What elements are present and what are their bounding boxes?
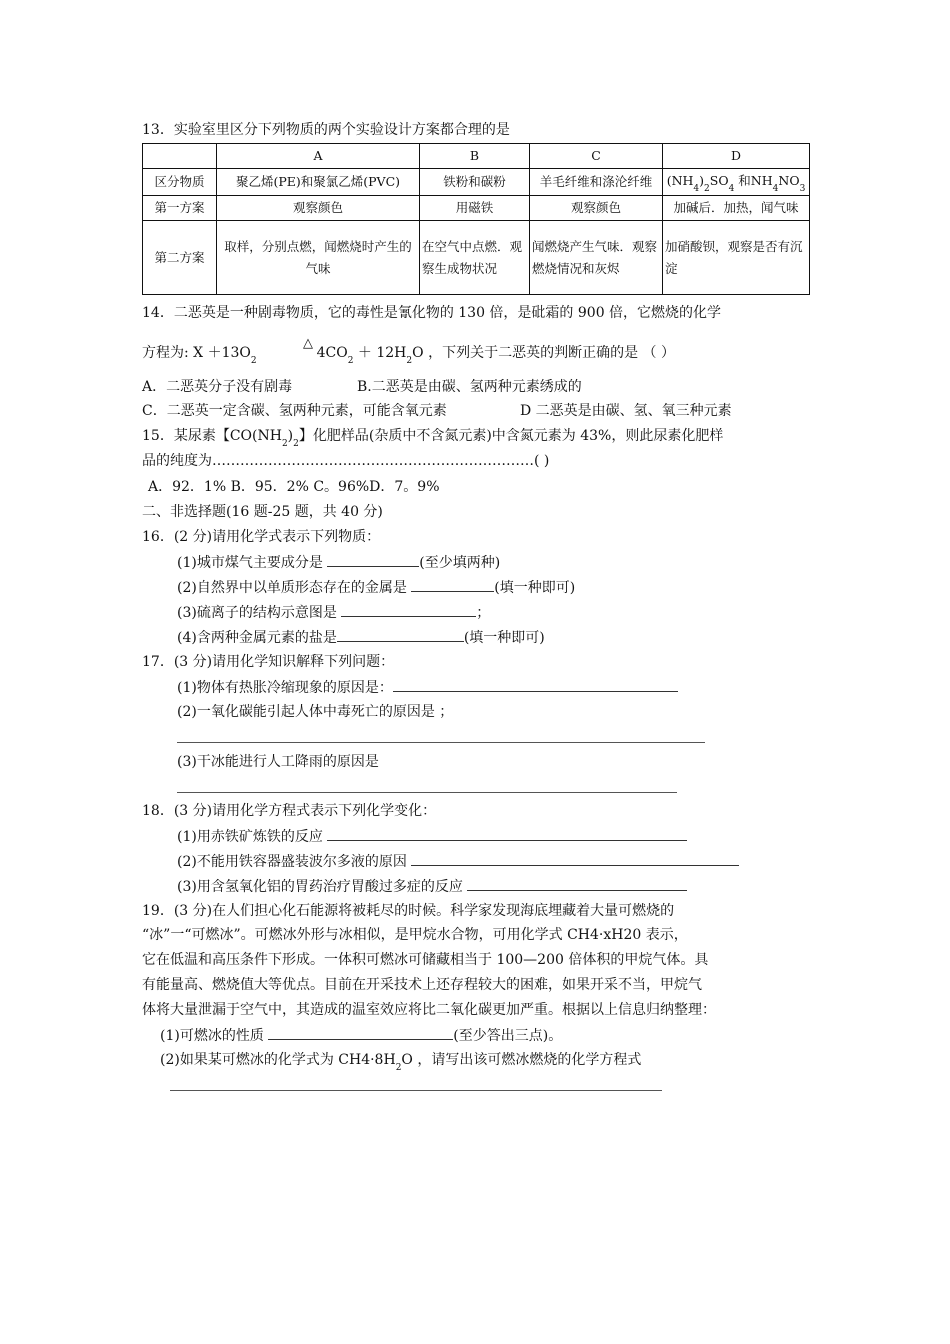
q18-title: 18．(3 分)请用化学方程式表示下列化学变化： [142, 803, 437, 819]
q15-line1: 15．某尿素【$CO(NH_2)_2$】化肥样品(杂质中不含氮元素)中含氮元素为 43%，则此尿素化肥样 [142, 428, 724, 449]
q17-item-1: (1)物体有热胀冷缩现象的原因是： [177, 677, 678, 698]
q16-item-4: (4)含两种金属元素的盐是 (填一种即可) [177, 627, 545, 648]
table-cell: 观察颜色 [530, 196, 663, 221]
answer-line[interactable] [177, 792, 677, 793]
table-cell: 在空气中点燃．观察生成物状况 [420, 221, 530, 295]
q14-equation: 方程为: $X +13O_2$ $4CO_2 + 12H_2O$ ，下列关于二恶英的判断正确的是 （ ） [142, 345, 675, 366]
answer-blank[interactable] [327, 552, 419, 567]
answer-blank[interactable] [268, 1025, 453, 1040]
table-cell: $(NH_4)_2SO_4$ 和$NH_4NO_3$ [663, 169, 810, 196]
heat-triangle: △ [303, 336, 313, 351]
q13-title: 13．实验室里区分下列物质的两个实验设计方案都合理的是 [142, 122, 510, 138]
q19-item-2: (2)如果某可燃冰的化学式为 $CH4\cdot 8H_2O$ ，请写出该可燃冰燃烧的化学方程式 [160, 1052, 642, 1073]
answer-line[interactable] [170, 1090, 662, 1091]
answer-blank[interactable] [411, 851, 739, 866]
q16-title: 16．(2 分)请用化学式表示下列物质： [142, 529, 381, 545]
table-cell: 区分物质 [143, 169, 217, 196]
q14-option-a: A．二恶英分子没有剧毒 [142, 379, 293, 395]
q14-option-b: B.二恶英是由碳、氢两种元素绣成的 [357, 379, 582, 395]
table-cell: 加硝酸钡，观察是否有沉淀 [663, 221, 810, 295]
q15-line2: 品的纯度为……………………………………………………………( ) [142, 453, 550, 469]
q19-line-1: 19．(3 分)在人们担心化石能源将被耗尽的时候。科学家发现海底埋藏着大量可燃烧的 [142, 903, 675, 919]
table-row [143, 169, 810, 196]
table-cell: 聚乙烯(PE)和聚氯乙烯(PVC) [217, 169, 420, 196]
header-cell: D [663, 144, 810, 169]
answer-blank[interactable] [467, 876, 687, 891]
q18-item-3: (3)用含氢氧化铝的胃药治疗胃酸过多症的反应 [177, 876, 687, 897]
table-cell: 加碱后．加热，闻气味 [663, 196, 810, 221]
q14-line1: 14．二恶英是一种剧毒物质，它的毒性是氰化物的 130 倍，是砒霜的 900 倍，它燃烧的化学 [142, 305, 722, 321]
table-cell: 闻燃烧产生气味．观察燃烧情况和灰烬 [530, 221, 663, 295]
answer-blank[interactable] [327, 826, 687, 841]
section-heading: 二、非选择题(16 题-25 题，共 40 分) [142, 504, 383, 520]
q16-item-3: (3)硫离子的结构示意图是 ； [177, 602, 490, 623]
q19-line-5: 体将大量泄漏于空气中，其造成的温室效应将比二氧化碳更加严重。根据以上信息归纳整理： [142, 1002, 716, 1018]
q19-line-3: 它在低温和高压条件下形成。一体积可燃冰可储藏相当于 100—200 倍体积的甲烷气体。具 [142, 952, 709, 968]
q18-item-1: (1)用赤铁矿炼铁的反应 [177, 826, 687, 847]
q19-line-4: 有能量高、燃烧值大等优点。目前在开采技术上还存程较大的困难，如果开采不当，甲烷气 [142, 977, 702, 993]
answer-blank[interactable] [393, 677, 678, 692]
answer-blank[interactable] [341, 602, 476, 617]
q14-option-d: D 二恶英是由碳、氢、氧三种元素 [520, 403, 732, 419]
table-row [143, 196, 810, 221]
header-cell: C [530, 144, 663, 169]
q16-item-2: (2)自然界中以单质形态存在的金属是 (填一种即可) [177, 577, 575, 598]
header-cell [143, 144, 217, 169]
table-header-row [143, 144, 810, 169]
q18-item-2: (2)不能用铁容器盛装波尔多液的原因 [177, 851, 739, 872]
table-cell: 第二方案 [143, 221, 217, 295]
q19-item-1: (1)可燃冰的性质 (至少答出三点)。 [160, 1025, 562, 1046]
q17-item-3: (3)干冰能进行人工降雨的原因是 [177, 754, 379, 770]
table-cell: 铁粉和碳粉 [420, 169, 530, 196]
q19-line-2: “冰”一“可燃冰”。可燃冰外形与冰相似，是甲烷水合物，可用化学式 CH4·xH20 表示， [142, 927, 688, 943]
answer-blank[interactable] [411, 577, 494, 592]
header-cell: B [420, 144, 530, 169]
q15-options: A．92．1% B．95．2% C。96%D．7。9% [148, 479, 440, 495]
table-cell: 第一方案 [143, 196, 217, 221]
table-cell: 观察颜色 [217, 196, 420, 221]
table-cell: 用磁铁 [420, 196, 530, 221]
q13-table [142, 143, 810, 295]
q17-item-2: (2)一氧化碳能引起人体中毒死亡的原因是 ； [177, 704, 454, 720]
q14-option-c: C．二恶英一定含碳、氢两种元素，可能含氧元素 [142, 403, 447, 419]
header-cell: A [217, 144, 420, 169]
q17-title: 17．(3 分)请用化学知识解释下列问题： [142, 654, 395, 670]
table-row [143, 221, 810, 295]
answer-line[interactable] [177, 742, 705, 743]
table-cell: 取样，分别点燃，闻燃烧时产生的气味 [217, 221, 420, 295]
table-cell: 羊毛纤维和涤沦纤维 [530, 169, 663, 196]
answer-blank[interactable] [337, 627, 464, 642]
q16-item-1: (1)城市煤气主要成分是 (至少填两种) [177, 552, 500, 573]
